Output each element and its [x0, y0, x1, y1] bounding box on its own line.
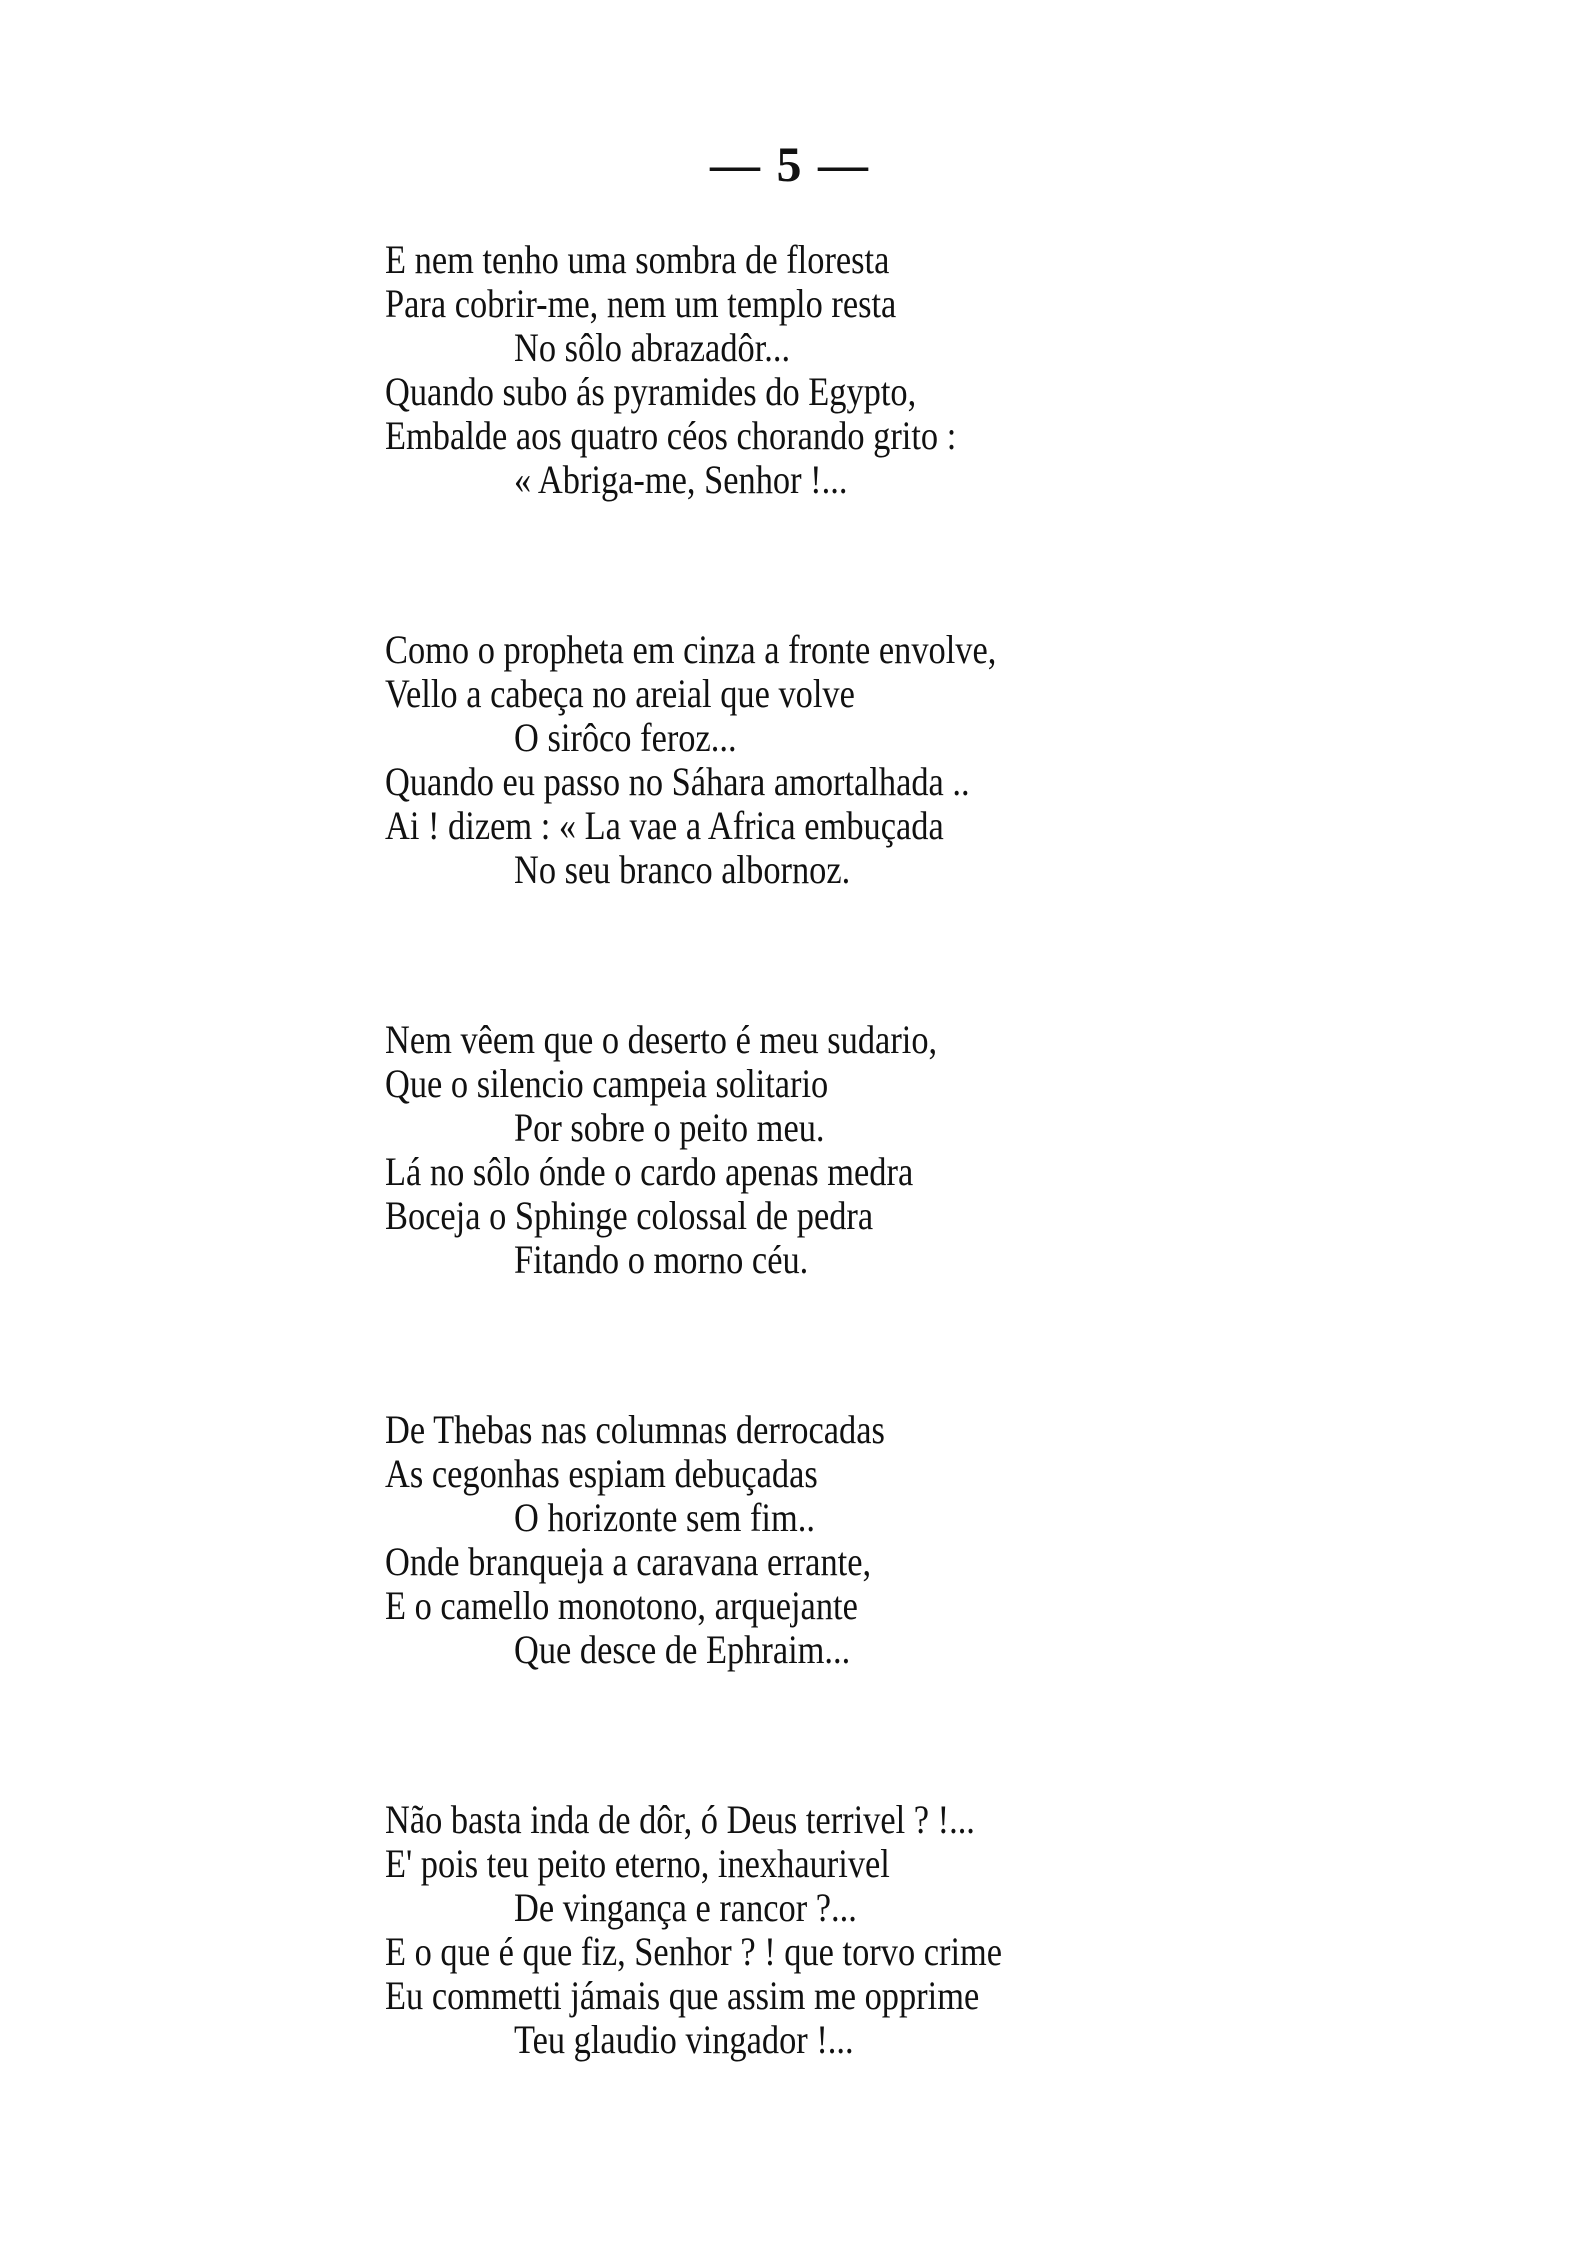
verse-line: E nem tenho uma sombra de floresta [385, 237, 890, 282]
verse-line: De Thebas nas columnas derrocadas [385, 1407, 885, 1452]
poem [385, 238, 1535, 2188]
verse-line: Boceja o Sphinge colossal de pedra [385, 1193, 874, 1238]
verse-line: « Abriga-me, Senhor !... [514, 457, 848, 502]
verse-line: O horizonte sem fim.. [514, 1495, 815, 1540]
verse-line: Embalde aos quatro céos chorando grito : [385, 413, 957, 458]
stanza [385, 1798, 1535, 2062]
verse-line: No sôlo abrazadôr... [514, 325, 791, 370]
verse-line: Onde branqueja a caravana errante, [385, 1539, 872, 1584]
verse-line: E o camello monotono, arquejante [385, 1583, 858, 1628]
verse-line: Por sobre o peito meu. [514, 1105, 825, 1150]
verse-line: Lá no sôlo ónde o cardo apenas medra [385, 1149, 914, 1194]
verse-line: Que o silencio campeia solitario [385, 1061, 829, 1106]
verse-line: De vingança e rancor ?... [514, 1885, 857, 1930]
verse-line: Quando subo ás pyramides do Egypto, [385, 369, 917, 414]
verse-line: Eu commetti jámais que assim me opprime [385, 1973, 980, 2018]
verse-line: Nem vêem que o deserto é meu sudario, [385, 1017, 938, 1062]
verse-line: Quando eu passo no Sáhara amortalhada .. [385, 759, 970, 804]
verse-line: Fitando o morno céu. [514, 1237, 809, 1282]
stanza [385, 1408, 1535, 1672]
stanza [385, 628, 1535, 892]
verse-line: E' pois teu peito eterno, inexhaurivel [385, 1841, 890, 1886]
verse-line: E o que é que fiz, Senhor ? ! que torvo crime [385, 1929, 1003, 1974]
page-number: — 5 — [710, 136, 870, 192]
stanza [385, 238, 1535, 502]
stanza [385, 1018, 1535, 1282]
verse-line: Que desce de Ephraim... [514, 1627, 851, 1672]
verse-line: Como o propheta em cinza a fronte envolve, [385, 627, 997, 672]
verse-line: As cegonhas espiam debuçadas [385, 1451, 818, 1496]
verse-line: Para cobrir-me, nem um templo resta [385, 281, 897, 326]
verse-line: No seu branco albornoz. [514, 847, 851, 892]
verse-line: Não basta inda de dôr, ó Deus terrivel ? !... [385, 1797, 975, 1842]
verse-line: Ai ! dizem : « La vae a Africa embuçada [385, 803, 944, 848]
verse-line: Vello a cabeça no areial que volve [385, 671, 855, 716]
verse-line: O sirôco feroz... [514, 715, 737, 760]
verse-line: Teu glaudio vingador !... [514, 2017, 854, 2062]
